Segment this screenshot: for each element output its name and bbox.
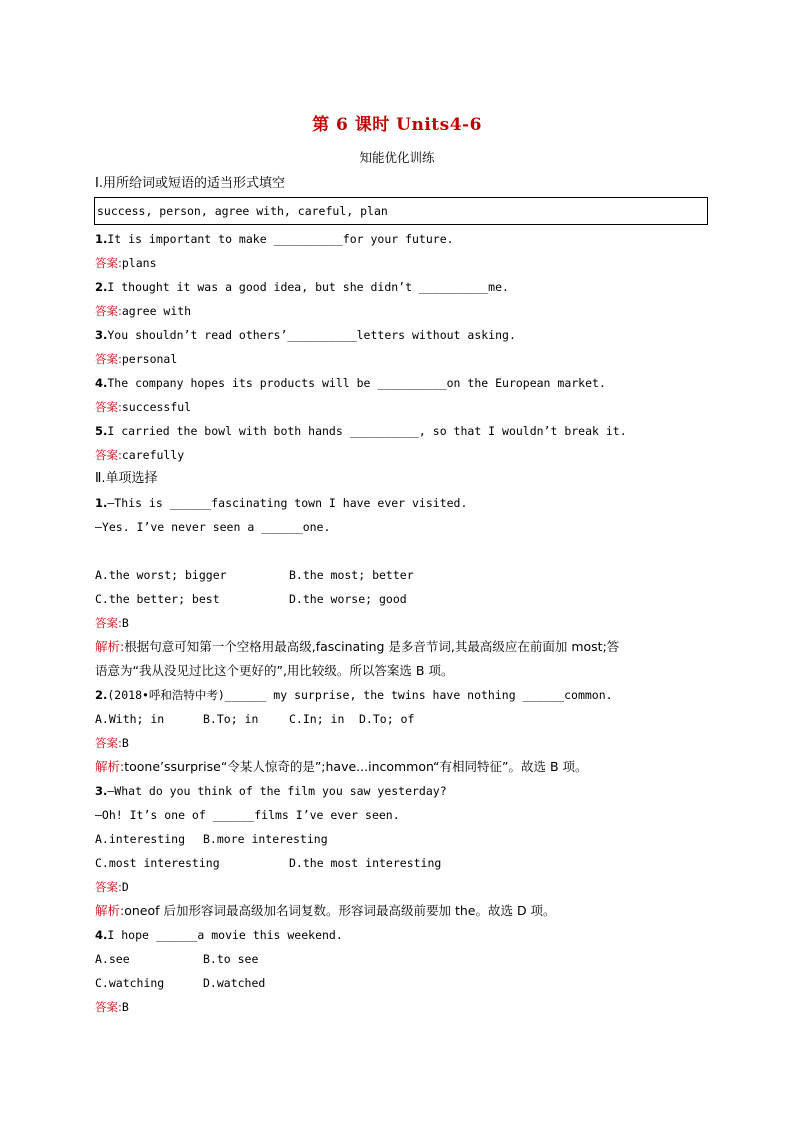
page-subtitle: 知能优化训练 <box>359 150 435 165</box>
analysis-label: 解析: <box>95 639 125 654</box>
question-text: —Oh! It’s one of ______films I’ve ever seen. <box>95 808 400 822</box>
answer <box>95 395 707 419</box>
option-c: C.watching <box>95 976 165 990</box>
answer-text: successful <box>121 400 192 414</box>
question-number: 3. <box>95 784 108 798</box>
question-number: 1. <box>95 232 108 246</box>
section2-heading: Ⅱ.单项选择 <box>95 471 158 486</box>
question-text: (2018•呼和浩特中考)______ my surprise, the twins have nothing ______common. <box>107 688 613 702</box>
answer-text: agree with <box>121 304 192 318</box>
option-d: D.the most interesting <box>289 856 442 870</box>
answer-text: personal <box>121 352 178 366</box>
answer-text: D <box>121 880 129 894</box>
answer-label: 答案: <box>95 616 122 630</box>
answer-label: 答案: <box>95 352 122 366</box>
option-a: A.see <box>95 952 130 966</box>
option-b: B.more interesting <box>203 832 328 846</box>
analysis-text: oneof 后加形容词最高级加名词复数。形容词最高级前要加 the。故选 D 项。 <box>124 903 556 918</box>
question-text: —Yes. I’ve never seen a ______one. <box>95 520 331 534</box>
question <box>95 779 707 803</box>
answer-label: 答案: <box>95 256 122 270</box>
options-row <box>95 563 707 587</box>
spacer <box>95 539 707 563</box>
question-text: I hope ______a movie this weekend. <box>107 928 343 942</box>
analysis-text: 语意为“我从没见过比这个更好的”,用比较级。所以答案选 B 项。 <box>95 663 454 678</box>
options-row <box>95 851 707 875</box>
option-b: B.the most; better <box>289 568 414 582</box>
option-a: A.interesting <box>95 832 186 846</box>
answer-text: B <box>121 616 129 630</box>
question-number: 1. <box>95 496 108 510</box>
answer <box>95 611 707 635</box>
option-b: B.to see <box>203 952 259 966</box>
options-row <box>95 971 707 995</box>
answer-text: B <box>121 736 129 750</box>
option-c: C.the better; best <box>95 592 220 606</box>
option-d: D.the worse; good <box>289 592 407 606</box>
option-d: D.watched <box>203 976 266 990</box>
section1-heading: Ⅰ.用所给词或短语的适当形式填空 <box>95 176 285 191</box>
answer <box>95 875 707 899</box>
question-number: 4. <box>95 928 108 942</box>
question-text: You shouldn’t read others’__________letters without asking. <box>107 328 516 342</box>
options-row <box>95 827 707 851</box>
option-a: A.With; in <box>95 712 165 726</box>
answer-text: plans <box>121 256 157 270</box>
question-number: 2. <box>95 688 108 702</box>
question <box>95 923 707 947</box>
analysis-text: toone’ssurprise“令某人惊奇的是”;have...incommon“有相同特征”。故选 B 项。 <box>124 759 588 774</box>
analysis <box>95 899 707 923</box>
analysis <box>95 755 707 779</box>
question <box>95 371 707 395</box>
answer-label: 答案: <box>95 1000 122 1014</box>
option-c: C.most interesting <box>95 856 220 870</box>
question <box>95 275 707 299</box>
answer <box>95 347 707 371</box>
answer-label: 答案: <box>95 736 122 750</box>
question-text: I thought it was a good idea, but she didn’t __________me. <box>107 280 509 294</box>
question-text: —This is ______fascinating town I have ever visited. <box>107 496 468 510</box>
analysis-label: 解析: <box>95 903 125 918</box>
options-row <box>95 947 707 971</box>
answer <box>95 299 707 323</box>
options-row <box>95 707 707 731</box>
question <box>95 683 707 707</box>
options-row <box>95 587 707 611</box>
content <box>95 172 707 1019</box>
answer-text: carefully <box>121 448 185 462</box>
option-b: B.To; in <box>203 712 259 726</box>
question-number: 4. <box>95 376 108 390</box>
question <box>95 491 707 515</box>
question-number: 3. <box>95 328 108 342</box>
answer <box>95 251 707 275</box>
word-box: success, person, agree with, careful, plan <box>94 197 708 225</box>
answer-label: 答案: <box>95 448 122 462</box>
question-text: It is important to make __________for your future. <box>107 232 454 246</box>
option-d: D.To; of <box>359 712 415 726</box>
analysis-text: 根据句意可知第一个空格用最高级,fascinating 是多音节词,其最高级应在前面加 most;答 <box>124 639 620 654</box>
question-text: I carried the bowl with both hands __________, so that I wouldn’t break it. <box>107 424 627 438</box>
answer-text: B <box>121 1000 129 1014</box>
analysis-label: 解析: <box>95 759 125 774</box>
answer <box>95 443 707 467</box>
question-text: —What do you think of the film you saw yesterday? <box>107 784 447 798</box>
option-a: A.the worst; bigger <box>95 568 227 582</box>
question <box>95 323 707 347</box>
page-title: 第 6 课时 Units4-6 <box>312 115 482 135</box>
answer <box>95 731 707 755</box>
answer <box>95 995 707 1019</box>
answer-label: 答案: <box>95 304 122 318</box>
question-number: 5. <box>95 424 108 438</box>
option-c: C.In; in <box>289 712 345 726</box>
question <box>95 227 707 251</box>
question <box>95 419 707 443</box>
answer-label: 答案: <box>95 880 122 894</box>
answer-label: 答案: <box>95 400 122 414</box>
question-number: 2. <box>95 280 108 294</box>
analysis <box>95 635 707 659</box>
question-text: The company hopes its products will be __________on the European market. <box>107 376 606 390</box>
